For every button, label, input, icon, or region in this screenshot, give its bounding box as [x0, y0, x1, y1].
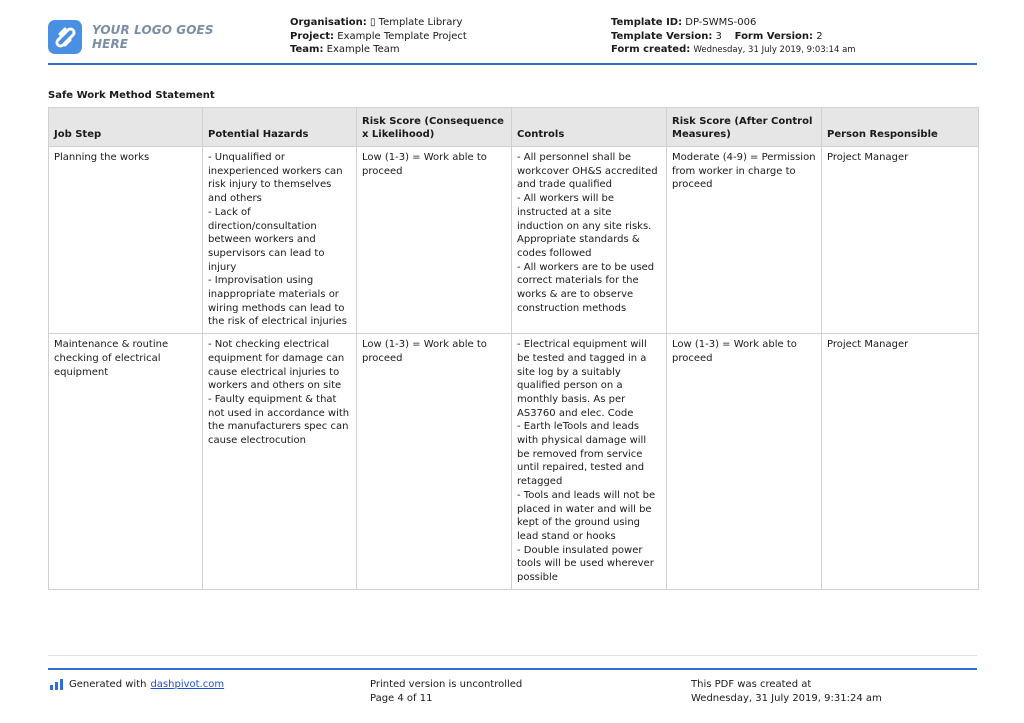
- control-item: - All personnel shall be workcover OH&S accredited and trade qualified: [517, 152, 658, 191]
- risk-score-after-cell: Low (1-3) = Work able to proceed: [667, 334, 822, 590]
- form-created-row: [611, 43, 856, 58]
- bar-chart-icon: [50, 679, 63, 690]
- column-header-risk-score: Risk Score (Consequence x Likelihood): [357, 108, 512, 147]
- project-row: [290, 30, 467, 44]
- column-header-person-responsible: Person Responsible: [822, 108, 979, 147]
- hazard-item: - Lack of direction/consultation between workers and supervisors can lead to injury: [208, 206, 325, 273]
- team-value: Example Team: [326, 44, 400, 55]
- form-version-value: 2: [816, 30, 823, 42]
- company-logo: [48, 19, 248, 55]
- person-responsible-cell: Project Manager: [822, 334, 979, 590]
- control-item: - All workers will be instructed at a site induction on any site risks. Appropriate standards & codes followed: [517, 193, 652, 259]
- column-header-potential-hazards: Potential Hazards: [203, 108, 357, 147]
- column-header-controls: Controls: [512, 108, 667, 147]
- footer-divider: [48, 668, 977, 670]
- template-id-row: [611, 16, 856, 30]
- section-title: Safe Work Method Statement: [48, 90, 215, 101]
- team-row: [290, 43, 467, 57]
- table-row: [49, 147, 979, 334]
- column-header-risk-score-after: Risk Score (After Control Measures): [667, 108, 822, 147]
- template-version-value: 3: [715, 30, 722, 42]
- hazard-item: - Not checking electrical equipment for damage can cause electrical injuries to workers and others on site: [208, 339, 345, 392]
- version-row: [611, 30, 856, 44]
- logo-text: YOUR LOGO GOES HERE: [92, 23, 214, 51]
- project-meta: [290, 16, 467, 57]
- job-step-cell: Maintenance & routine checking of electrical equipment: [49, 334, 203, 590]
- template-meta: [611, 16, 856, 58]
- header-divider: [48, 63, 977, 65]
- footer-divider-light: [48, 655, 977, 656]
- form-version-label: Form Version:: [734, 30, 814, 42]
- project-label: Project:: [290, 30, 335, 42]
- project-value: Example Template Project: [337, 30, 467, 42]
- risk-score-after-cell: Moderate (4-9) = Permission from worker in charge to proceed: [667, 147, 822, 334]
- page-info: Page 4 of 11: [370, 692, 433, 704]
- document-header: [48, 14, 977, 64]
- team-label: Team:: [290, 44, 324, 55]
- control-item: - All workers are to be used correct materials for the works & are to observe construction methods: [517, 261, 655, 314]
- dashpivot-link[interactable]: dashpivot.com: [150, 679, 225, 690]
- template-id-value: DP-SWMS-006: [685, 17, 757, 28]
- swms-table: [48, 107, 979, 590]
- footer-pdf-created: [691, 678, 882, 705]
- pdf-created-timestamp: Wednesday, 31 July 2019, 9:31:24 am: [691, 692, 882, 704]
- hazards-cell: [203, 147, 357, 334]
- hazard-item: - Faulty equipment & that not used in accordance with the manufacturers spec can cause electrocution: [208, 393, 350, 447]
- control-item: - Tools and leads will not be placed in water and will be kept of the ground using lead stand or hooks: [517, 489, 656, 542]
- hazard-item: - Unqualified or inexperienced workers can risk injury to themselves and others: [208, 152, 343, 205]
- table-row: [49, 334, 979, 590]
- risk-score-cell: Low (1-3) = Work able to proceed: [357, 147, 512, 334]
- template-id-label: Template ID:: [611, 17, 683, 28]
- template-version-label: Template Version:: [611, 30, 713, 42]
- organisation-value: ▯ Template Library: [369, 17, 463, 28]
- pdf-created-label: This PDF was created at: [691, 679, 812, 690]
- hazard-item: - Improvisation using inappropriate materials or wiring methods can lead to the risk of electrical injuries: [208, 275, 347, 328]
- printed-notice: Printed version is uncontrolled: [370, 679, 523, 690]
- generated-prefix: Generated with: [69, 679, 147, 690]
- organisation-label: Organisation:: [290, 17, 367, 28]
- person-responsible-cell: Project Manager: [822, 147, 979, 334]
- job-step-cell: Planning the works: [49, 147, 203, 334]
- table-header-row: [49, 108, 979, 147]
- organisation-row: [290, 16, 467, 30]
- control-item: - Double insulated power tools will be used wherever possible: [517, 544, 654, 584]
- logo-mark-icon: [48, 20, 82, 54]
- risk-score-cell: Low (1-3) = Work able to proceed: [357, 334, 512, 590]
- control-item: - Electrical equipment will be tested and tagged in a site log by a suitably qualified person on a monthly basis. As per AS3760 and elec. Code: [517, 339, 647, 419]
- form-created-value: Wednesday, 31 July 2019, 9:03:14 am: [693, 45, 856, 55]
- hazards-cell: [203, 334, 357, 590]
- footer-print-info: [370, 678, 522, 705]
- controls-cell: [512, 147, 667, 334]
- column-header-job-step: Job Step: [49, 108, 203, 147]
- form-created-label: Form created:: [611, 44, 691, 55]
- footer-generated: [50, 678, 224, 692]
- control-item: - Earth leTools and leads with physical damage will be removed from service until repaired, tested and retagged: [517, 421, 647, 488]
- controls-cell: [512, 334, 667, 590]
